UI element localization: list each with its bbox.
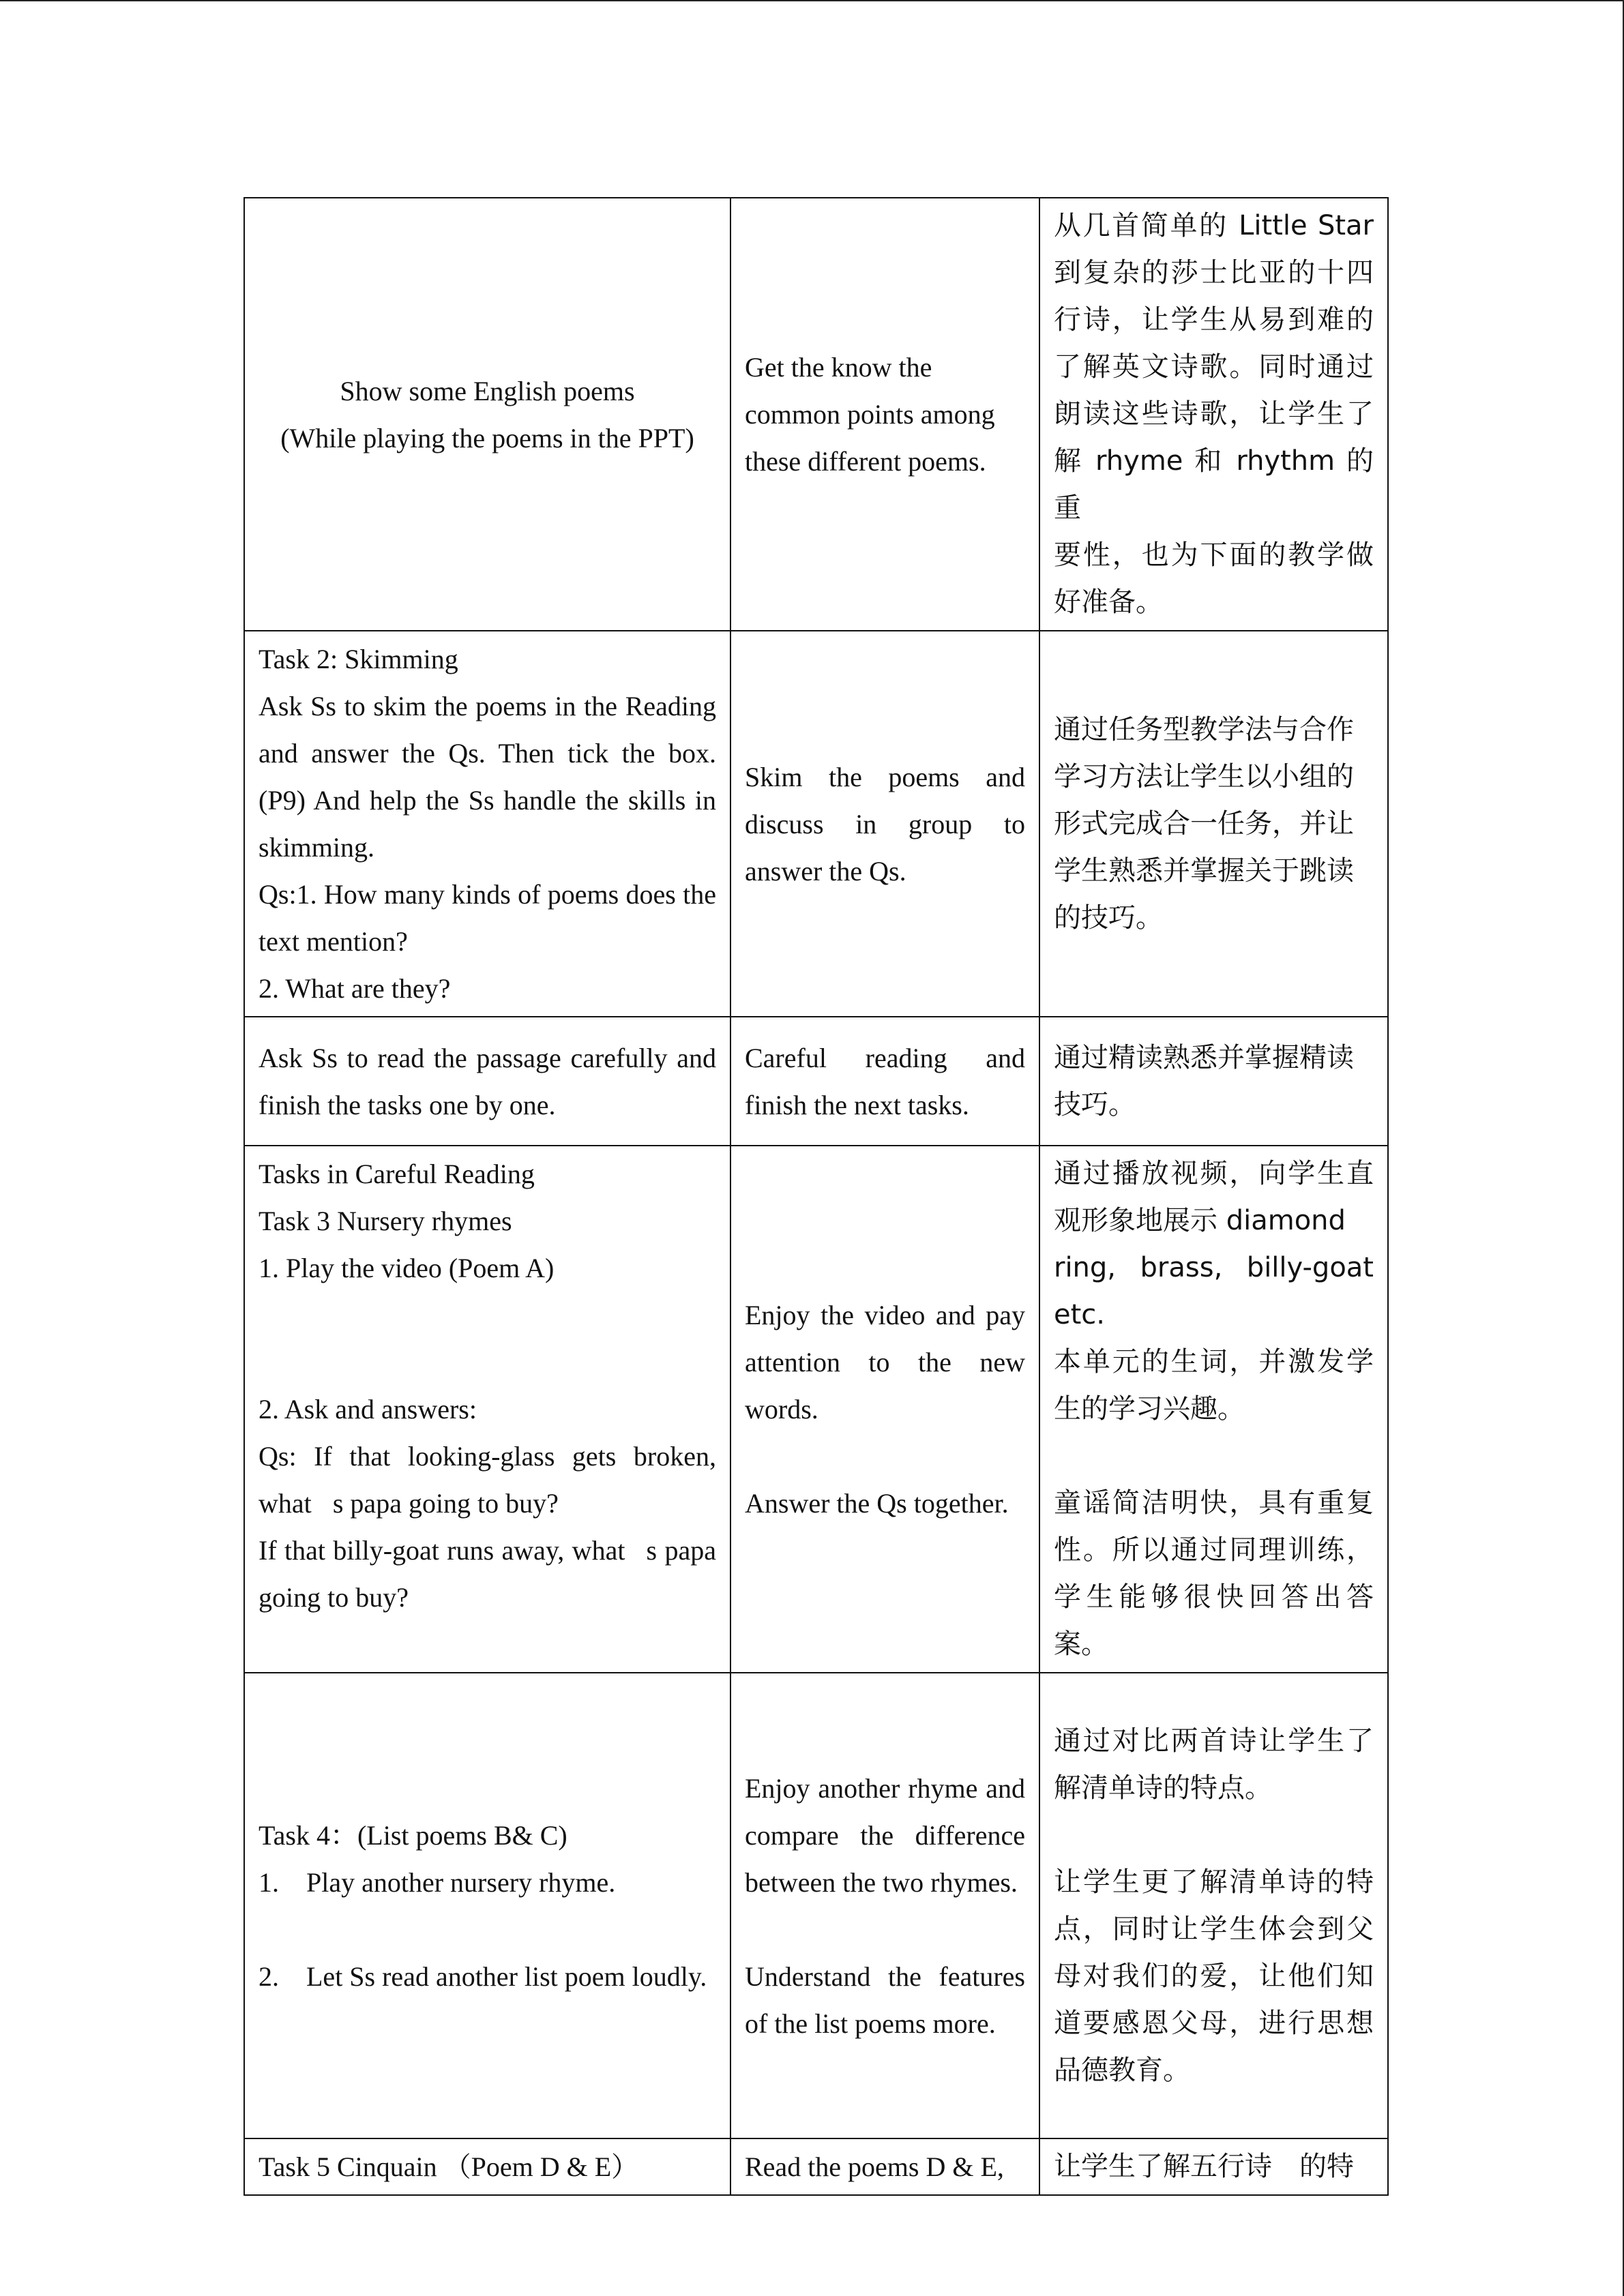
spacer bbox=[745, 1433, 1025, 1480]
design-purpose-cell bbox=[1039, 198, 1388, 631]
teacher-activity-line: Show some English poems bbox=[340, 375, 635, 406]
design-purpose-cell bbox=[1039, 1017, 1388, 1146]
purpose-line: 解 rhyme 和 rhythm 的重 bbox=[1054, 445, 1374, 524]
task-title: Task 5 Cinquain （Poem D & E） bbox=[259, 2151, 639, 2182]
purpose-line: 本单元的生词，并激发学 bbox=[1054, 1346, 1374, 1377]
purpose-line: 道要感恩父母，进行思想 bbox=[1054, 2007, 1374, 2039]
teacher-activity-cell bbox=[244, 2138, 730, 2195]
spacer bbox=[259, 1906, 716, 1953]
teacher-instruction: Ask Ss to skim the poems in the Reading and answer the Qs. Then tick the box.(P9) And help the Ss handle the skills in skimming. bbox=[259, 691, 716, 863]
table-row bbox=[244, 1673, 1388, 2138]
task-title: Task 2: Skimming bbox=[259, 644, 458, 674]
lesson-plan-table bbox=[243, 197, 1389, 2196]
purpose-line: 学生能够很快回答出答 bbox=[1054, 1581, 1374, 1613]
spacer bbox=[259, 1339, 716, 1386]
item-number: 2. bbox=[259, 1960, 279, 1992]
question: If that billy-goat runs away, what s papa going to buy? bbox=[259, 1535, 716, 1613]
numbered-item bbox=[259, 1953, 716, 2000]
purpose-line: 了解英文诗歌。同时通过 bbox=[1054, 351, 1374, 383]
table-row bbox=[244, 631, 1388, 1017]
purpose-text: 通过任务型教学法与合作学习方法让学生以小组的形式完成合一任务，并让学生熟悉并掌握关于跳读的技巧。 bbox=[1054, 713, 1354, 934]
student-activity-line: these different poems. bbox=[745, 446, 986, 477]
student-activity-text: Enjoy the video and pay attention to the new words. bbox=[745, 1300, 1025, 1425]
purpose-line: 观形象地展示 diamond bbox=[1054, 1205, 1346, 1236]
student-activity-cell bbox=[730, 198, 1039, 631]
teacher-step: 1. Play the video (Poem A) bbox=[259, 1253, 555, 1283]
student-activity-cell bbox=[730, 2138, 1039, 2195]
spacer bbox=[1054, 1812, 1374, 1859]
teacher-instruction: Ask Ss to read the passage carefully and finish the tasks one by one. bbox=[259, 1042, 716, 1120]
purpose-line: 通过播放视频，向学生直 bbox=[1054, 1158, 1374, 1189]
design-purpose-cell bbox=[1039, 1146, 1388, 1673]
table-row bbox=[244, 1146, 1388, 1673]
purpose-text: 让学生了解五行诗 的特 bbox=[1054, 2151, 1354, 2182]
spacer bbox=[745, 1906, 1025, 1953]
student-activity-text: Enjoy another rhyme and compare the difference between the two rhymes. bbox=[745, 1772, 1025, 1898]
question: Qs:1. How many kinds of poems does the text mention? bbox=[259, 879, 716, 957]
student-activity-cell bbox=[730, 631, 1039, 1017]
student-activity-text: Understand the features of the list poems more. bbox=[745, 1960, 1025, 2039]
design-purpose-cell bbox=[1039, 631, 1388, 1017]
task-title: Task 4：(List poems B& C) bbox=[259, 1819, 567, 1851]
teacher-activity-cell bbox=[244, 198, 730, 631]
teacher-activity-line: (While playing the poems in the PPT) bbox=[280, 422, 694, 453]
table-row bbox=[244, 2138, 1388, 2195]
design-purpose-cell bbox=[1039, 1673, 1388, 2138]
purpose-line: ring, brass, billy-goat etc. bbox=[1054, 1252, 1374, 1330]
design-purpose-cell bbox=[1039, 2138, 1388, 2195]
purpose-line: 品德教育。 bbox=[1054, 2054, 1190, 2086]
student-activity-text: Careful reading and finish the next tasks. bbox=[745, 1042, 1025, 1120]
item-number: 1. bbox=[259, 1866, 279, 1898]
teacher-step: 2. Ask and answers: bbox=[259, 1394, 477, 1425]
teacher-activity-cell bbox=[244, 631, 730, 1017]
purpose-line: 解清单诗的特点。 bbox=[1054, 1772, 1272, 1804]
question: Qs: If that looking-glass gets broken, what s papa going to buy? bbox=[259, 1441, 716, 1519]
purpose-line: 性。所以通过同理训练， bbox=[1054, 1534, 1374, 1566]
purpose-line: 通过对比两首诗让学生了 bbox=[1054, 1725, 1374, 1757]
purpose-line: 生的学习兴趣。 bbox=[1054, 1393, 1245, 1425]
item-text: Let Ss read another list poem loudly. bbox=[306, 1960, 707, 1992]
spacer bbox=[259, 1292, 716, 1339]
student-activity-line: common points among bbox=[745, 399, 995, 430]
purpose-line: 童谣简洁明快，具有重复 bbox=[1054, 1487, 1374, 1519]
student-activity-cell bbox=[730, 1146, 1039, 1673]
purpose-line: 从几首简单的 Little Star bbox=[1054, 210, 1374, 241]
top-border-rule bbox=[0, 0, 1624, 1]
student-activity-line: Get the know the bbox=[745, 352, 932, 383]
purpose-line: 要性，也为下面的教学做 bbox=[1054, 539, 1374, 571]
purpose-line: 案。 bbox=[1054, 1628, 1108, 1660]
task-title: Task 3 Nursery rhymes bbox=[259, 1206, 512, 1236]
teacher-activity-cell bbox=[244, 1146, 730, 1673]
purpose-line: 母对我们的爱，让他们知 bbox=[1054, 1960, 1374, 1992]
purpose-line: 让学生更了解清单诗的特 bbox=[1054, 1866, 1374, 1898]
purpose-line: 点，同时让学生体会到父 bbox=[1054, 1913, 1374, 1945]
purpose-line: 行诗，让学生从易到难的 bbox=[1054, 304, 1374, 336]
item-text: Play another nursery rhyme. bbox=[306, 1866, 616, 1898]
purpose-text: 通过精读熟悉并掌握精读技巧。 bbox=[1054, 1041, 1354, 1120]
question: 2. What are they? bbox=[259, 973, 451, 1004]
purpose-line: 好准备。 bbox=[1054, 586, 1163, 618]
table-row bbox=[244, 1017, 1388, 1146]
purpose-line: 朗读这些诗歌，让学生了 bbox=[1054, 398, 1374, 430]
table-row bbox=[244, 198, 1388, 631]
spacer bbox=[1054, 1433, 1374, 1480]
student-activity-cell bbox=[730, 1017, 1039, 1146]
student-activity-text: Read the poems D & E, bbox=[745, 2151, 1004, 2182]
student-activity-cell bbox=[730, 1673, 1039, 2138]
numbered-item bbox=[259, 1859, 716, 1906]
purpose-line: 到复杂的莎士比亚的十四 bbox=[1054, 257, 1374, 288]
student-activity-text: Skim the poems and discuss in group to answer the Qs. bbox=[745, 761, 1025, 886]
teacher-activity-cell bbox=[244, 1673, 730, 2138]
teacher-activity-cell bbox=[244, 1017, 730, 1146]
section-title: Tasks in Careful Reading bbox=[259, 1159, 535, 1189]
student-activity-text: Answer the Qs together. bbox=[745, 1488, 1009, 1519]
